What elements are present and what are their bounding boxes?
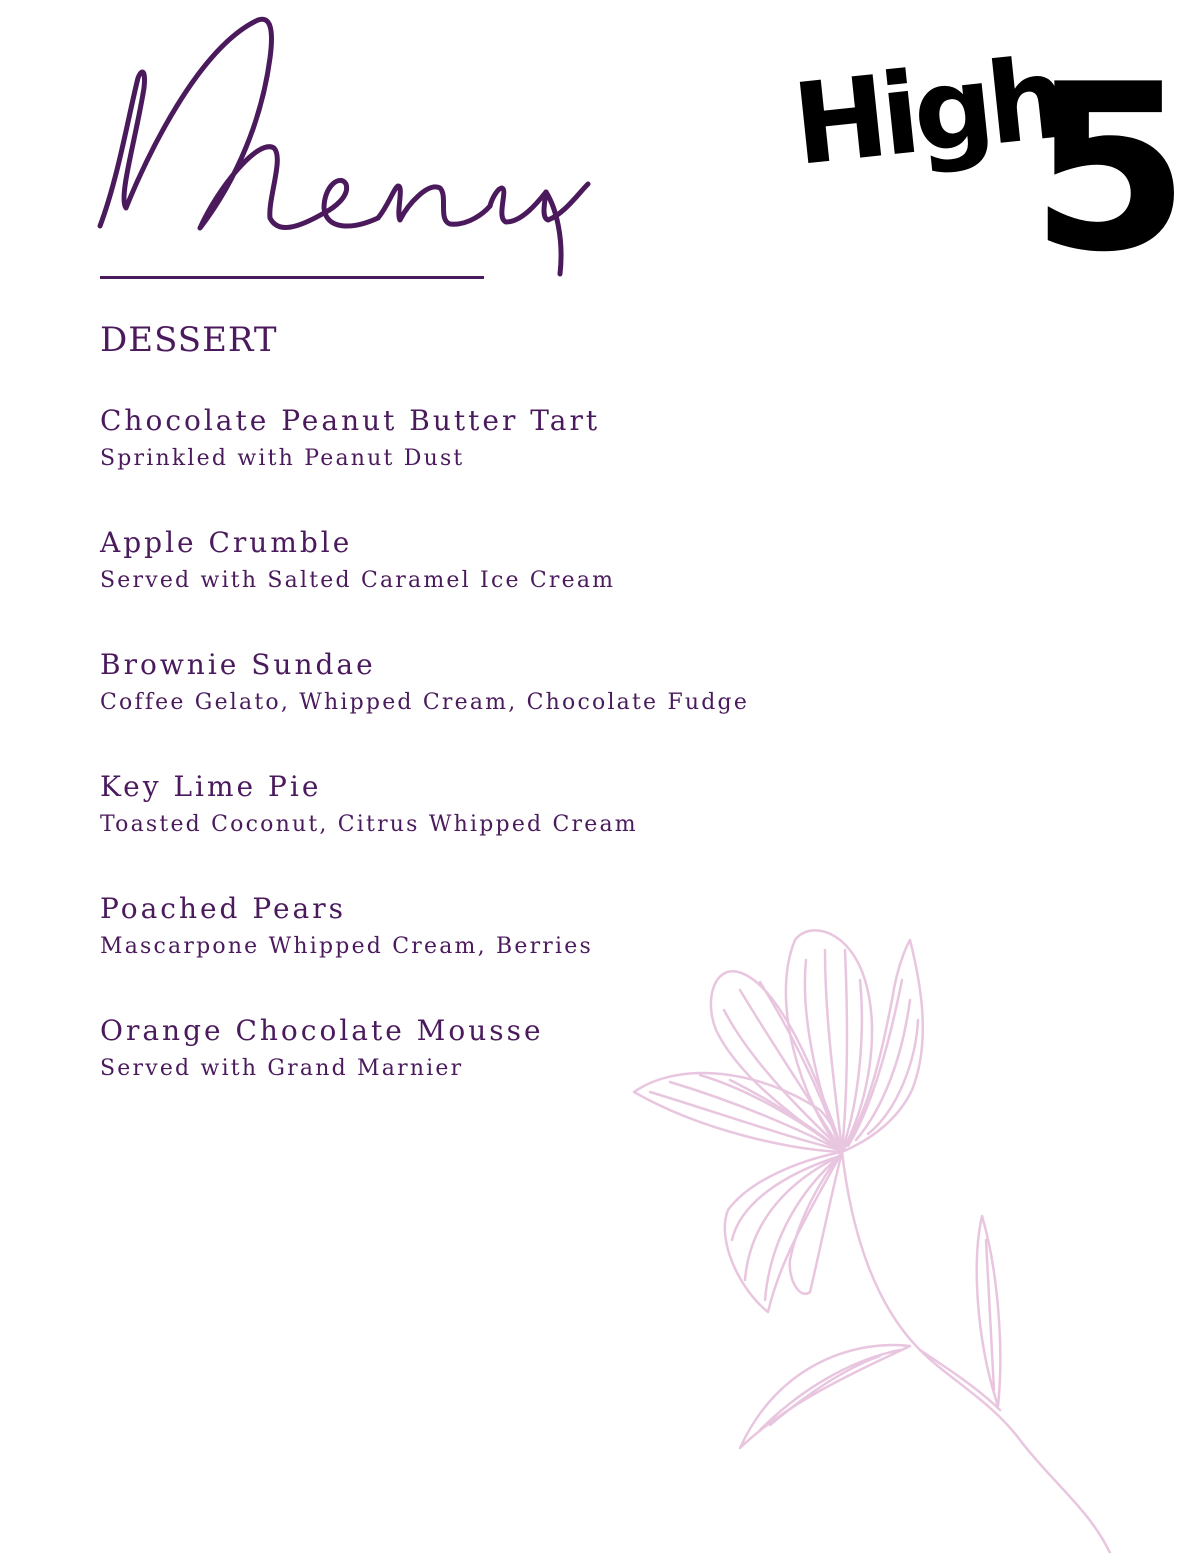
menu-item-description: Served with Grand Marnier xyxy=(100,1056,464,1081)
menu-item xyxy=(100,646,920,768)
title-divider xyxy=(100,276,484,279)
brand-logo-word: High xyxy=(787,33,1068,191)
menu-item xyxy=(100,768,920,890)
menu-item-description: Toasted Coconut, Citrus Whipped Cream xyxy=(100,812,638,837)
menu-item-name: Brownie Sundae xyxy=(100,648,376,681)
menu-item-description: Sprinkled with Peanut Dust xyxy=(100,446,465,471)
menu-item-name: Apple Crumble xyxy=(100,526,353,559)
menu-item-name: Key Lime Pie xyxy=(100,770,322,803)
section-heading: DESSERT xyxy=(100,320,278,360)
menu-item xyxy=(100,524,920,646)
menu-item-name: Chocolate Peanut Butter Tart xyxy=(100,404,601,437)
flower-icon xyxy=(620,920,1140,1553)
menu-item xyxy=(100,402,920,524)
brand-logo-number: 5 xyxy=(1030,36,1191,303)
menu-item-name: Orange Chocolate Mousse xyxy=(100,1014,544,1047)
flower-illustration xyxy=(620,920,1140,1553)
menu-item-name: Poached Pears xyxy=(100,892,346,925)
menu-script-graphic xyxy=(88,8,608,288)
menu-item-description: Coffee Gelato, Whipped Cream, Chocolate Fudge xyxy=(100,690,750,715)
brand-logo xyxy=(787,33,1191,303)
menu-title-script xyxy=(88,8,608,288)
menu-item-description: Mascarpone Whipped Cream, Berries xyxy=(100,934,593,959)
menu-item-description: Served with Salted Caramel Ice Cream xyxy=(100,568,616,593)
